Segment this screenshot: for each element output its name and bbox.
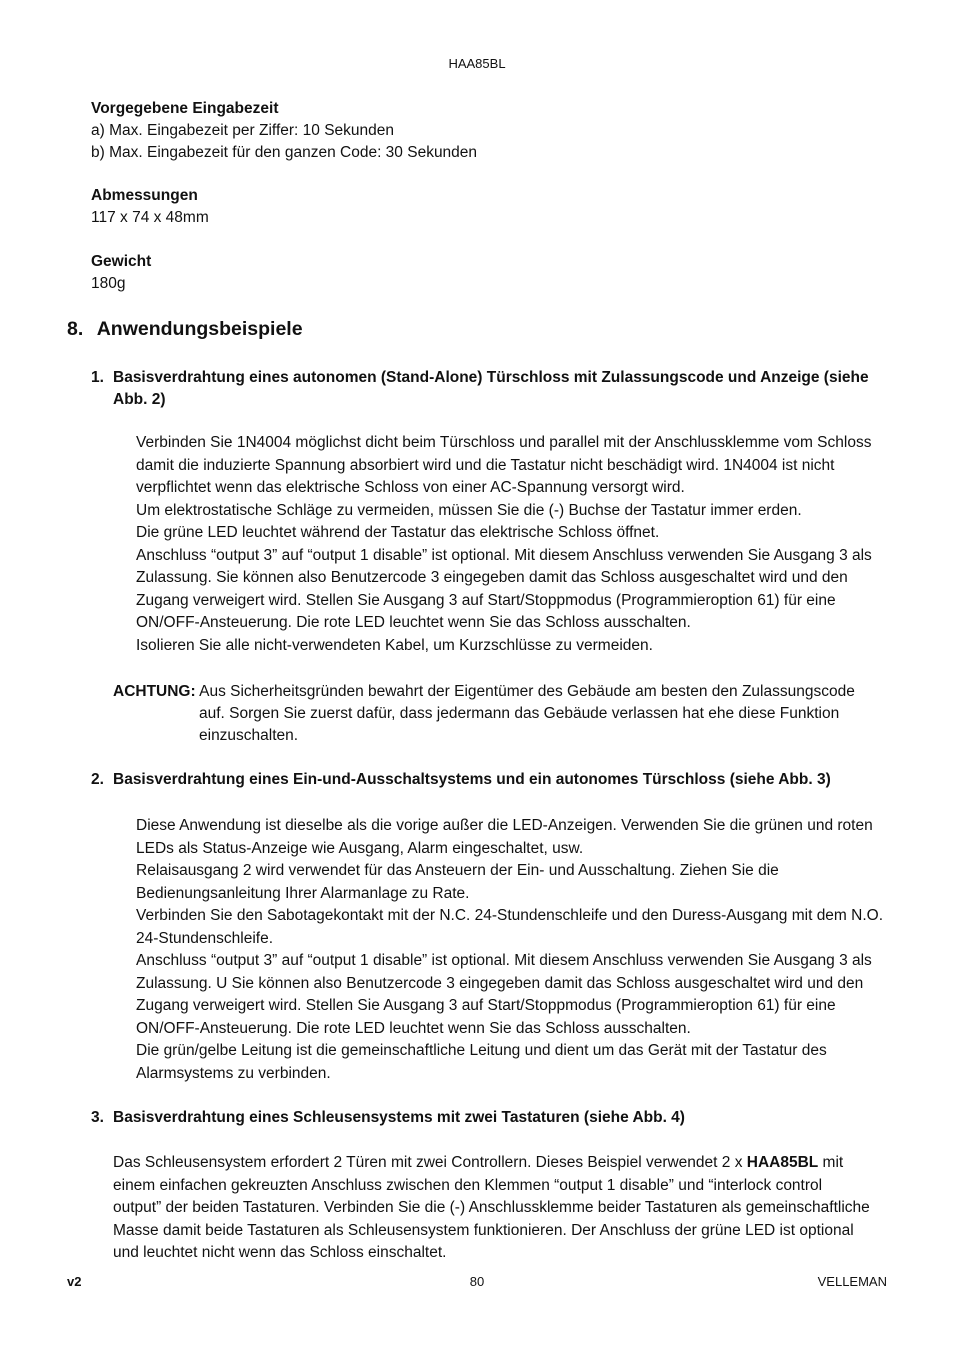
paragraph: Diese Anwendung ist dieselbe als die vorige außer die LED-Anzeigen. Verwenden Sie die grünen und roten LEDs als Status-Anzeige wie Ausgang, Alarm eingeschaltet, usw. (136, 817, 873, 857)
example-number: 1. (91, 369, 104, 386)
section-title: Anwendungsbeispiele (96, 318, 303, 340)
paragraph: Verbinden Sie den Sabotagekontakt mit der N.C. 24-Stundenschleife und den Duress-Ausgang mit dem N.O. 24-Stundenschleife. (136, 907, 884, 947)
warning-first-line: Aus Sicherheitsgründen bewahrt der Eigentümer des Gebäude am besten den Zulassungscode (199, 683, 855, 700)
product-code: HAA85BL (746, 1154, 819, 1171)
paragraph-text: mit einem einfachen gekreuzten Anschluss zwischen den Klemmen “output 1 disable” und “interlock control output” der beiden Tastaturen. Verbinden Sie die (-) Anschlussklemme beider Tastaturen als gemeinschaftliche Masse damit beide Tastaturen als Schleusensystem funktionieren. Der Anschluss der grüne LED ist optional und leuchtet nicht wenn das Schloss einschaltet. (113, 1154, 870, 1261)
spec-line: a) Max. Eingabezeit per Ziffer: 10 Sekunden (91, 122, 394, 139)
warning-note (113, 681, 893, 747)
paragraph: Isolieren Sie alle nicht-verwendeten Kabel, um Kurzschlüsse zu vermeiden. (136, 636, 653, 654)
warning-continuation: auf. Sorgen Sie zuerst dafür, dass jedermann das Gebäude verlassen hat ehe diese Funktion einzuschalten. (199, 705, 840, 744)
example-title: Basisverdrahtung eines autonomen (Stand-Alone) Türschloss mit Zulassungscode und Anzeige (siehe Abb. 2) (113, 369, 869, 408)
spec-label: Gewicht (91, 253, 152, 270)
spec-line: b) Max. Eingabezeit für den ganzen Code: 30 Sekunden (91, 144, 478, 161)
spec-label: Abmessungen (91, 187, 198, 204)
paragraph-text: Das Schleusensystem erfordert 2 Türen mit zwei Controllern. Dieses Beispiel verwendet 2 x (113, 1154, 747, 1171)
example-title: Basisverdrahtung eines Schleusensystems mit zwei Tastaturen (siehe Abb. 4) (113, 1109, 685, 1126)
paragraph: Die grüne LED leuchtet während der Tastatur das elektrische Schloss öffnet. (136, 524, 660, 541)
example-2-heading (91, 769, 891, 791)
section-number: 8. (67, 318, 84, 340)
example-3-body (113, 1152, 873, 1265)
warning-label: ACHTUNG: (113, 683, 196, 700)
paragraph: Anschluss “output 3” auf “output 1 disable” ist optional. Mit diesem Anschluss verwenden Sie Ausgang 3 als Zulassung. Sie können also Benutzercode 3 eingegeben damit das Schloss ausgeschaltet wird und den Zugang verweigert wird. Stellen Sie Ausgang 3 auf Start/Stoppmodus (Programmieroption 61) für eine ON/OFF-Ansteuerung. Die rote LED leuchtet wenn Sie das Schloss ausschalten. (136, 546, 872, 631)
page-header: HAA85BL (448, 56, 506, 71)
footer-brand: VELLEMAN (817, 1274, 887, 1289)
example-1-heading (91, 367, 891, 411)
spec-dimensions (91, 185, 891, 229)
example-2-body (136, 815, 888, 1085)
spec-weight (91, 251, 891, 295)
example-1-body (136, 432, 888, 657)
example-3-heading (91, 1107, 891, 1129)
example-title: Basisverdrahtung eines Ein-und-Ausschaltsystems und ein autonomes Türschloss (siehe Abb. 3) (113, 771, 831, 788)
paragraph: Die grün/gelbe Leitung ist die gemeinschaftliche Leitung und dient um das Gerät mit der Tastatur des Alarmsystems zu verbinden. (136, 1042, 827, 1082)
paragraph (113, 1152, 873, 1265)
footer-page-number: 80 (469, 1274, 485, 1289)
footer-version: v2 (67, 1274, 82, 1289)
example-number: 2. (91, 771, 104, 788)
paragraph: Anschluss “output 3” auf “output 1 disable” ist optional. Mit diesem Anschluss verwenden Sie Ausgang 3 als Zulassung. U Sie können also Benutzercode 3 eingegeben damit das Schloss ausgeschaltet wird und den Zugang verweigert wird. Stellen Sie Ausgang 3 auf Start/Stoppmodus (Programmieroption 61) für eine ON/OFF-Ansteuerung. Die rote LED leuchtet wenn Sie das Schloss ausschalten. (136, 952, 872, 1037)
spec-line: 117 x 74 x 48mm (91, 209, 209, 226)
spec-label: Vorgegebene Eingabezeit (91, 100, 279, 117)
example-number: 3. (91, 1109, 104, 1126)
paragraph: Verbinden Sie 1N4004 möglichst dicht beim Türschloss und parallel mit der Anschlussklemme vom Schloss damit die induzierte Spannung absorbiert wird und die Tastatur nicht beschädigt wird. 1N4004 ist nicht verpflichtet wenn das elektrische Schloss von einer AC-Spannung versorgt wird. (136, 434, 872, 496)
paragraph: Relaisausgang 2 wird verwendet für das Ansteuern der Ein- und Ausschaltung. Ziehen Sie die Bedienungsanleitung Ihrer Alarmanlage zu Rate. (136, 862, 779, 902)
spec-line: 180g (91, 275, 126, 292)
spec-input-time (91, 98, 891, 164)
paragraph: Um elektrostatische Schläge zu vermeiden, müssen Sie die (-) Buchse der Tastatur immer erden. (136, 501, 802, 519)
section-heading (67, 318, 303, 341)
